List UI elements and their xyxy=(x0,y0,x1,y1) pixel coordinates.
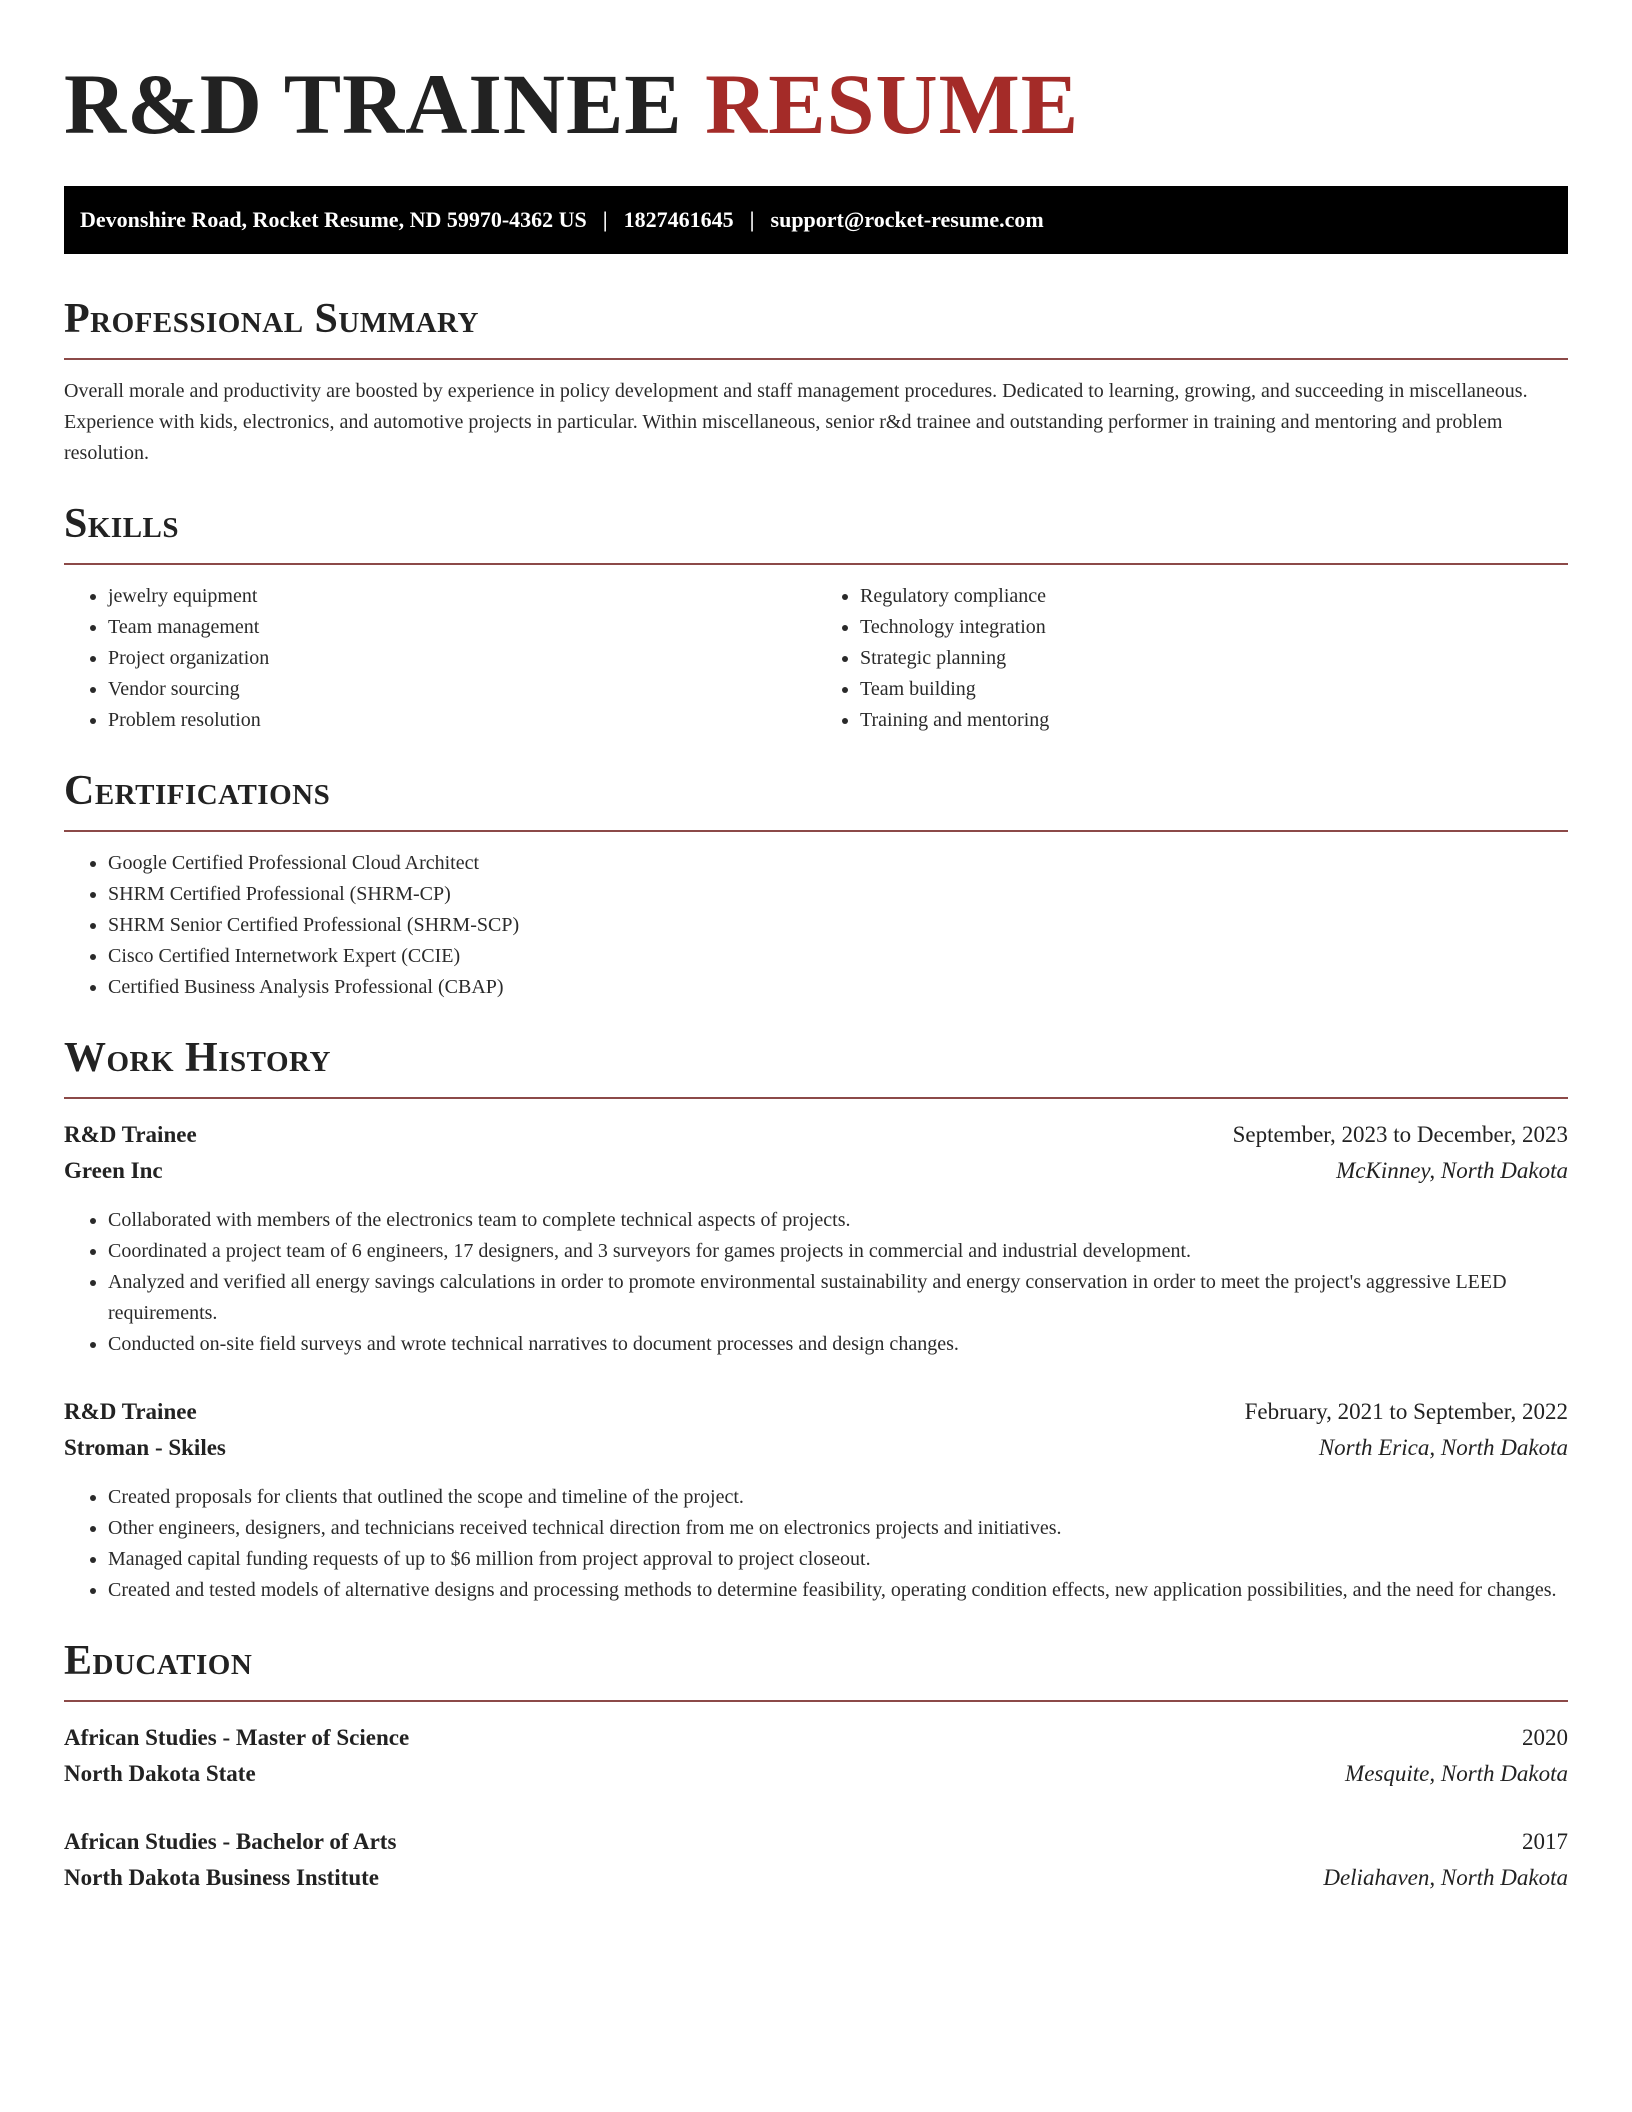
education-location: Mesquite, North Dakota xyxy=(1345,1761,1568,1786)
title-main: R&D TRAINEE xyxy=(64,56,683,152)
skills-list-left xyxy=(64,581,816,736)
education-school-row xyxy=(64,1756,1568,1792)
contact-bar xyxy=(64,186,1568,254)
education-school: North Dakota Business Institute xyxy=(64,1865,380,1890)
job-bullets xyxy=(64,1482,1568,1606)
job-company: Stroman - Skiles xyxy=(64,1435,226,1460)
work-history-section xyxy=(64,1033,1568,1606)
job-company-row xyxy=(64,1153,1568,1189)
summary-text: Overall morale and productivity are boosted by experience in policy development and staff management procedures. Dedicated to learning, growing, and succeeding in miscellaneous. Experience with kids, electronics, and automotive projects in particular. Within miscellaneous, senior r&d trainee and outstanding performer in training and mentoring and problem resolution. xyxy=(64,380,1528,464)
job-dates: September, 2023 to December, 2023 xyxy=(1232,1122,1568,1147)
skill-item: • jewelry equipment xyxy=(108,581,816,612)
contact-email[interactable]: support@rocket-resume.com xyxy=(770,207,1044,232)
job-bullets xyxy=(64,1205,1568,1360)
certification-item: • Cisco Certified Internetwork Expert (CCIE) xyxy=(108,941,1568,972)
skill-item: • Strategic planning xyxy=(860,643,1568,674)
job-entry xyxy=(64,1394,1568,1606)
education-school: North Dakota State xyxy=(64,1761,256,1786)
skills-heading: Skills xyxy=(64,499,1568,565)
skill-item: • Regulatory compliance xyxy=(860,581,1568,612)
resume-title xyxy=(64,56,1568,152)
education-year: 2017 xyxy=(1522,1829,1568,1854)
skill-item: • Problem resolution xyxy=(108,705,816,736)
job-bullet: • Created proposals for clients that outlined the scope and timeline of the project. xyxy=(108,1482,1568,1513)
skills-section xyxy=(64,499,1568,736)
contact-separator: | xyxy=(602,207,608,232)
job-header-row xyxy=(64,1117,1568,1153)
education-degree: African Studies - Master of Science xyxy=(64,1725,410,1750)
job-bullet: • Collaborated with members of the electronics team to complete technical aspects of projects. xyxy=(108,1205,1568,1236)
skill-item: • Training and mentoring xyxy=(860,705,1568,736)
summary-heading: Professional Summary xyxy=(64,294,1568,360)
skill-item: • Vendor sourcing xyxy=(108,674,816,705)
job-header-row xyxy=(64,1394,1568,1430)
certification-item: • Google Certified Professional Cloud Architect xyxy=(108,848,1568,879)
job-bullet: • Analyzed and verified all energy savings calculations in order to promote environmental sustainability and energy conservation in order to meet the project's aggressive LEED requirements. xyxy=(108,1267,1568,1329)
education-year: 2020 xyxy=(1522,1725,1568,1750)
job-bullet: • Created and tested models of alternative designs and processing methods to determine feasibility, operating condition effects, new application possibilities, and the need for changes. xyxy=(108,1575,1568,1606)
skill-item: • Team management xyxy=(108,612,816,643)
job-title: R&D Trainee xyxy=(64,1399,197,1424)
skill-item: • Technology integration xyxy=(860,612,1568,643)
education-section xyxy=(64,1636,1568,1896)
certification-item: • Certified Business Analysis Professional (CBAP) xyxy=(108,972,1568,1003)
job-company: Green Inc xyxy=(64,1158,163,1183)
contact-phone: 1827461645 xyxy=(623,207,734,232)
certifications-section xyxy=(64,766,1568,1003)
skill-item: • Team building xyxy=(860,674,1568,705)
skills-grid xyxy=(64,565,1568,736)
education-header-row xyxy=(64,1824,1568,1860)
job-dates: February, 2021 to September, 2022 xyxy=(1244,1399,1568,1424)
education-entry xyxy=(64,1720,1568,1792)
work-history-heading: Work History xyxy=(64,1033,1568,1099)
education-entry xyxy=(64,1824,1568,1896)
education-degree: African Studies - Bachelor of Arts xyxy=(64,1829,397,1854)
certification-item: • SHRM Certified Professional (SHRM-CP) xyxy=(108,879,1568,910)
certification-item: • SHRM Senior Certified Professional (SHRM-SCP) xyxy=(108,910,1568,941)
job-entry xyxy=(64,1117,1568,1360)
job-company-row xyxy=(64,1430,1568,1466)
skills-list-right xyxy=(816,581,1568,736)
job-bullet: • Managed capital funding requests of up to $6 million from project approval to project closeout. xyxy=(108,1544,1568,1575)
education-location: Deliahaven, North Dakota xyxy=(1323,1865,1568,1890)
contact-address: Devonshire Road, Rocket Resume, ND 59970-4362 US xyxy=(80,207,587,232)
education-school-row xyxy=(64,1860,1568,1896)
education-heading: Education xyxy=(64,1636,1568,1702)
job-bullet: • Coordinated a project team of 6 engineers, 17 designers, and 3 surveyors for games projects in commercial and industrial development. xyxy=(108,1236,1568,1267)
job-location: McKinney, North Dakota xyxy=(1336,1158,1568,1183)
certifications-heading: Certifications xyxy=(64,766,1568,832)
skill-item: • Project organization xyxy=(108,643,816,674)
job-bullet: • Conducted on-site field surveys and wrote technical narratives to document processes and design changes. xyxy=(108,1329,1568,1360)
education-header-row xyxy=(64,1720,1568,1756)
job-title: R&D Trainee xyxy=(64,1122,197,1147)
title-accent: RESUME xyxy=(705,56,1080,152)
certifications-list xyxy=(64,848,1568,1003)
job-location: North Erica, North Dakota xyxy=(1318,1435,1568,1460)
job-bullet: • Other engineers, designers, and technicians received technical direction from me on electronics projects and initiatives. xyxy=(108,1513,1568,1544)
contact-separator: | xyxy=(749,207,755,232)
